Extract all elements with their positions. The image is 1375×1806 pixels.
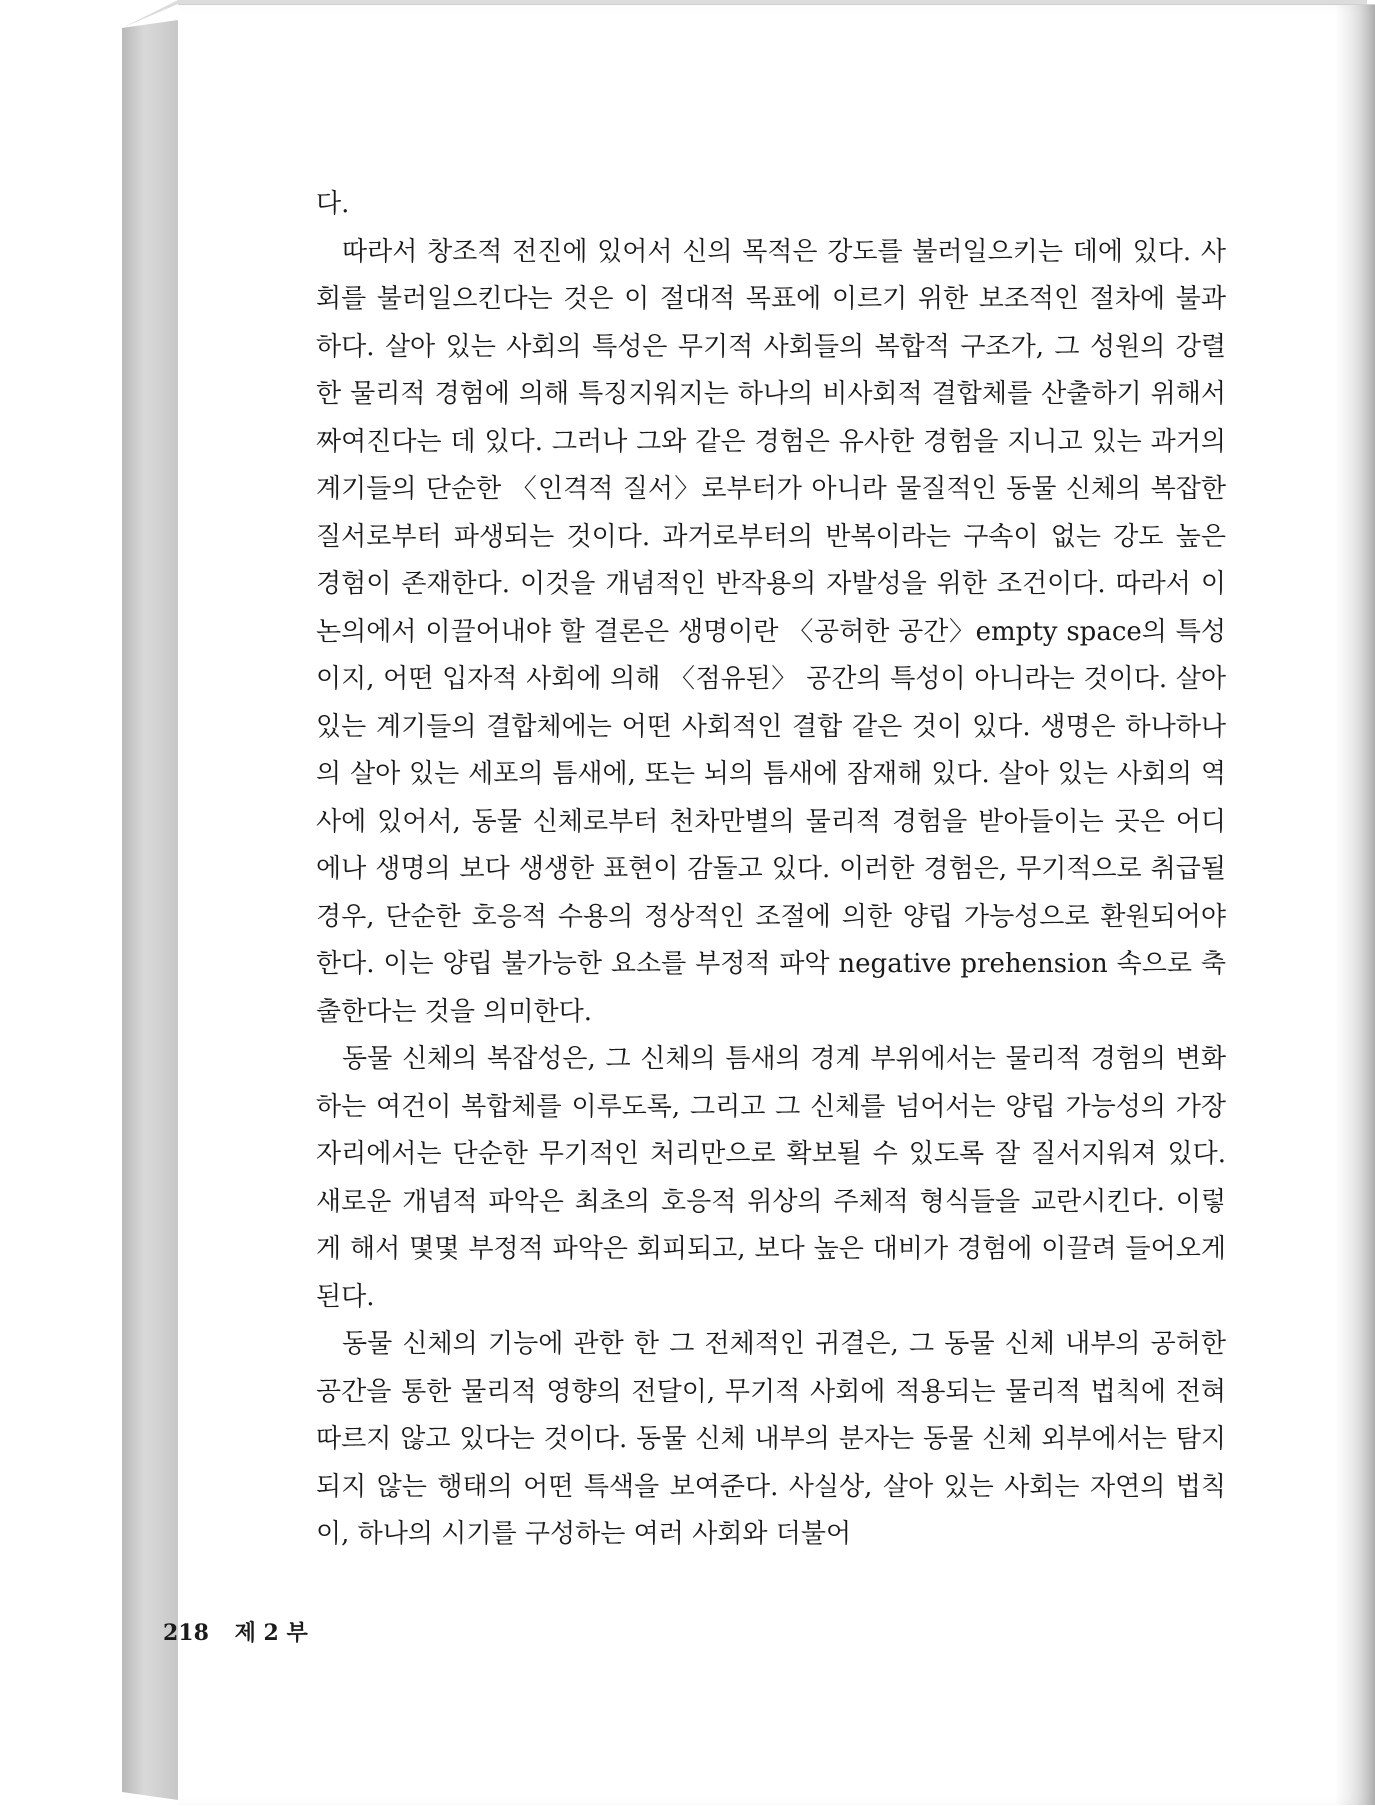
paragraph-continuation: 다. [316,189,350,219]
paragraph: 따라서 창조적 전진에 있어서 신의 목적은 강도를 불러일으키는 데에 있다. 사회를 불러일으킨다는 것은 이 절대적 목표에 이르기 위한 보조적인 절차에 불과하다. 살아 있는 사회의 특성은 무기적 사회들의 복합적 구조가, 그 성원의 강렬한 물리적 경험에 의해 특징지워지는 하나의 비사회적 결합체를 산출하기 위해서 짜여진다는 데 있다. 그러나 그와 같은 경험은 유사한 경험을 지니고 있는 과거의 계기들의 단순한 〈인격적 질서〉로부터가 아니라 물질적인 동물 신체의 복잡한 질서로부터 파생되는 것이다. 과거로부터의 반복이라는 구속이 없는 강도 높은 경험이 존재한다. 이것을 개념적인 반작용의 자발성을 위한 조건이다. 따라서 이 논의에서 이끌어내야 할 결론은 생명이란 〈공허한 공간〉empty space의 특성이지, 어떤 입자적 사회에 의해 〈점유된〉 공간의 특성이 아니라는 것이다. 살아 있는 계기들의 결합체에는 어떤 사회적인 결합 같은 것이 있다. 생명은 하나하나의 살아 있는 세포의 틈새에, 또는 뇌의 틈새에 잠재해 있다. 살아 있는 사회의 역사에 있어서, 동물 신체로부터 천차만별의 물리적 경험을 받아들이는 곳은 어디에나 생명의 보다 생생한 표현이 감돌고 있다. 이러한 경험은, 무기적으로 취급될 경우, 단순한 호응적 수용의 정상적인 조절에 의한 양립 가능성으로 환원되어야 한다. 이는 양립 불가능한 요소를 부정적 파악 negative prehension 속으로 축출한다는 것을 의미한다. [316,236,1227,1027]
page-footer [163,1616,326,1647]
book-page [178,4,1375,1805]
paragraph: 동물 신체의 기능에 관한 한 그 전체적인 귀결은, 그 동물 신체 내부의 공허한 공간을 통한 물리적 영향의 전달이, 무기적 사회에 적용되는 물리적 법칙에 전혀 따르지 않고 있다는 것이다. 동물 신체 내부의 분자는 동물 신체 외부에서는 탐지되지 않는 행태의 어떤 특색을 보여준다. 사실상, 살아 있는 사회는 자연의 법칙이, 하나의 시기를 구성하는 여러 사회와 더불어 [316,1329,1226,1549]
part-label: 제 2 부 [234,1620,308,1646]
book-spine [122,20,178,1800]
page-number: 218 [163,1620,209,1646]
body-text [316,181,1226,1559]
paragraph: 동물 신체의 복잡성은, 그 신체의 틈새의 경계 부위에서는 물리적 경험의 변화하는 여건이 복합체를 이루도록, 그리고 그 신체를 넘어서는 양립 가능성의 가장자리에서는 단순한 무기적인 처리만으로 확보될 수 있도록 잘 질서지워져 있다. 새로운 개념적 파악은 최초의 호응적 위상의 주체적 형식들을 교란시킨다. 이렇게 해서 몇몇 부정적 파악은 회피되고, 보다 높은 대비가 경험에 이끌려 들어오게 된다. [316,1044,1226,1312]
page-edge-shadow [1335,5,1375,1805]
